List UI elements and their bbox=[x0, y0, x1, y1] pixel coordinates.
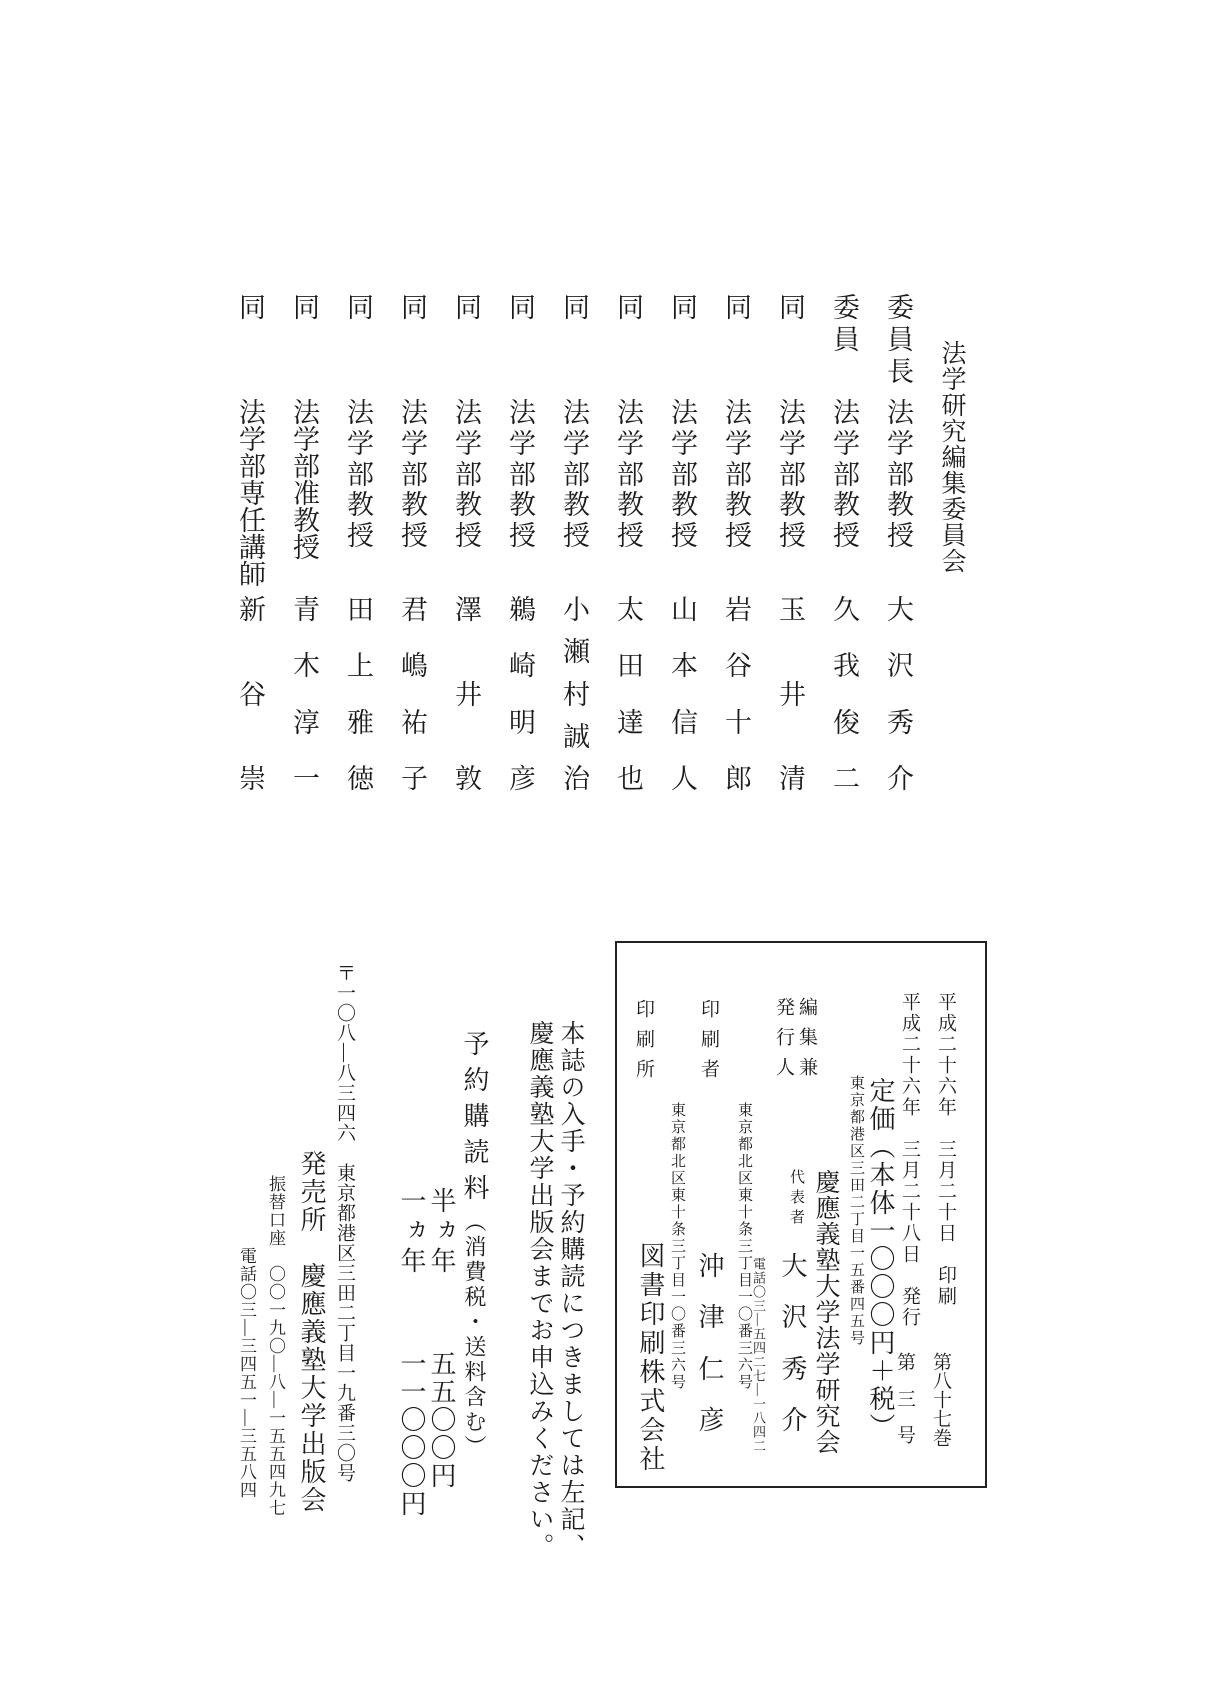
printer-person-label: 印刷者 bbox=[698, 999, 719, 1089]
member-affiliation-label: 法 学 部 教 授 bbox=[829, 398, 859, 548]
member-affiliation-label: 法 学 部 教 授 bbox=[397, 398, 427, 548]
committee-member-column bbox=[883, 290, 913, 810]
member-affiliation-label: 法 学 部 教 授 bbox=[883, 398, 913, 548]
subscription-fee-note: （消費税・送料含む） bbox=[462, 1210, 487, 1460]
member-affiliation-label: 法 学 部 教 授 bbox=[505, 398, 535, 548]
volume-label: 第 八 十 七 巻 bbox=[930, 1352, 951, 1447]
committee-member-column bbox=[721, 290, 751, 810]
subscription-fee-label: 予約購読料 bbox=[460, 1030, 489, 1210]
publisher-address: 東京都港区三田二丁目一五番四五号 bbox=[848, 1075, 864, 1347]
member-role-label: 委員長 bbox=[883, 293, 913, 389]
committee-member-column bbox=[397, 290, 427, 810]
member-name: 君 嶋 祐 子 bbox=[397, 595, 427, 791]
committee-member-column bbox=[505, 290, 535, 810]
committee-title-column bbox=[937, 290, 967, 810]
member-role-label: 同 bbox=[559, 293, 589, 325]
price-label: 定価（本体一〇〇〇円＋税） bbox=[866, 1077, 895, 1441]
member-role-label: 同 bbox=[397, 293, 427, 325]
member-role-label: 同 bbox=[451, 293, 481, 325]
half-year-label: 半ヵ年 bbox=[427, 1187, 456, 1277]
subscription-notice-line1: 本誌の入手・予約購読につきましては左記、 bbox=[557, 1020, 584, 1560]
member-name: 久 我 俊 二 bbox=[829, 595, 859, 791]
member-affiliation-label: 法 学 部 教 授 bbox=[343, 398, 373, 548]
distributor-postal-address: 〒一〇八―八三四六 東京都港区三田二丁目一九番三〇号 bbox=[334, 963, 355, 1483]
member-affiliation-label: 法 学 部 教 授 bbox=[559, 398, 589, 548]
printer-person-address: 東京都北区東十条三丁目一〇番三六号 bbox=[736, 1102, 752, 1391]
subscription-fee-column bbox=[461, 1030, 487, 1460]
editor-publisher-label-line1: 編集兼 bbox=[796, 997, 817, 1087]
committee-member-column bbox=[289, 290, 319, 810]
member-role-label: 同 bbox=[343, 293, 373, 325]
member-affiliation-label: 法 学 部 専 任 講 師 bbox=[235, 398, 265, 587]
committee-member-column bbox=[775, 290, 805, 810]
one-year-price: 一一〇〇〇円 bbox=[397, 1350, 426, 1518]
printer-company-address: 東京都北区東十条三丁目一〇番三六号 bbox=[669, 1102, 685, 1391]
committee-member-column bbox=[829, 290, 859, 810]
member-name: 大 沢 秀 介 bbox=[883, 595, 913, 791]
publisher-name: 慶應義塾大学法学研究会 bbox=[812, 1169, 839, 1455]
member-role-label: 同 bbox=[613, 293, 643, 325]
published-date-column bbox=[895, 992, 919, 1444]
member-role-label: 同 bbox=[235, 293, 265, 325]
member-name: 鵜 崎 明 彦 bbox=[505, 595, 535, 791]
committee-member-column bbox=[613, 290, 643, 810]
member-name: 田 上 雅 徳 bbox=[343, 595, 373, 791]
member-affiliation-label: 法 学 部 教 授 bbox=[613, 398, 643, 548]
member-role-label: 同 bbox=[289, 293, 319, 325]
member-role-label: 同 bbox=[721, 293, 751, 325]
member-role-label: 同 bbox=[775, 293, 805, 325]
issue-number-label: 第 三 号 bbox=[894, 1352, 915, 1444]
member-name: 新 谷 崇 bbox=[235, 595, 265, 791]
published-date: 平成二十六年 三月二十八日 発行 bbox=[899, 992, 920, 1328]
member-role-label: 同 bbox=[667, 293, 697, 325]
member-role-label: 同 bbox=[505, 293, 535, 325]
printer-company-name: 図書印刷株式会社 bbox=[636, 1242, 665, 1474]
colophon-box bbox=[615, 941, 987, 1488]
member-affiliation-label: 法 学 部 教 授 bbox=[667, 398, 697, 548]
editor-publisher-label bbox=[770, 997, 818, 1087]
representative-name: 大 沢 秀 介 bbox=[778, 1252, 807, 1432]
committee-member-column bbox=[343, 290, 373, 810]
committee-member-column bbox=[559, 290, 589, 810]
subscription-notice-line2: 慶應義塾大学出版会までお申込みください。 bbox=[526, 1020, 553, 1560]
member-affiliation-label: 法 学 部 教 授 bbox=[775, 398, 805, 548]
distributor-phone: 電話〇三―三四五一―三五八四 bbox=[237, 1247, 256, 1499]
member-name: 太 田 達 也 bbox=[613, 595, 643, 791]
committee-member-column bbox=[667, 290, 697, 810]
member-name: 岩 谷 十 郎 bbox=[721, 595, 751, 791]
one-year-label: 一ヵ年 bbox=[397, 1187, 426, 1277]
distributor-transfer-account: 振替口座 〇〇一九〇―八―一五五四九七 bbox=[266, 1175, 285, 1517]
printer-company-label: 印刷所 bbox=[633, 999, 654, 1089]
half-year-price: 五五〇〇円 bbox=[427, 1350, 456, 1490]
committee-member-column bbox=[451, 290, 481, 810]
printed-date-column bbox=[930, 992, 956, 1447]
member-name: 玉 井 清 bbox=[775, 595, 805, 791]
member-name: 澤 井 敦 bbox=[451, 595, 481, 791]
editorial-committee-section bbox=[235, 290, 967, 810]
committee-member-column bbox=[235, 290, 265, 810]
member-affiliation-label: 法 学 部 教 授 bbox=[721, 398, 751, 548]
printer-person-name: 沖 津 仁 彦 bbox=[695, 1252, 724, 1432]
editor-publisher-label-line2: 発行人 bbox=[773, 997, 794, 1087]
member-name: 青 木 淳 一 bbox=[289, 595, 319, 791]
committee-title: 法学研究編集委員会 bbox=[938, 340, 965, 574]
representative-label: 代表者 bbox=[788, 1169, 804, 1229]
member-affiliation-label: 法 学 部 教 授 bbox=[451, 398, 481, 548]
member-affiliation-label: 法 学 部 准 教 授 bbox=[289, 398, 319, 560]
distributor-name: 発売所 慶應義塾大学出版会 bbox=[297, 1150, 326, 1514]
printed-date: 平成二十六年 三月二十日 印刷 bbox=[935, 992, 956, 1307]
member-name: 小 瀬 村 誠 治 bbox=[559, 595, 589, 791]
member-name: 山 本 信 人 bbox=[667, 595, 697, 791]
publisher-phone: 電話〇三―五四二七―一八四二 bbox=[751, 1257, 766, 1453]
member-role-label: 委員 bbox=[829, 293, 859, 357]
